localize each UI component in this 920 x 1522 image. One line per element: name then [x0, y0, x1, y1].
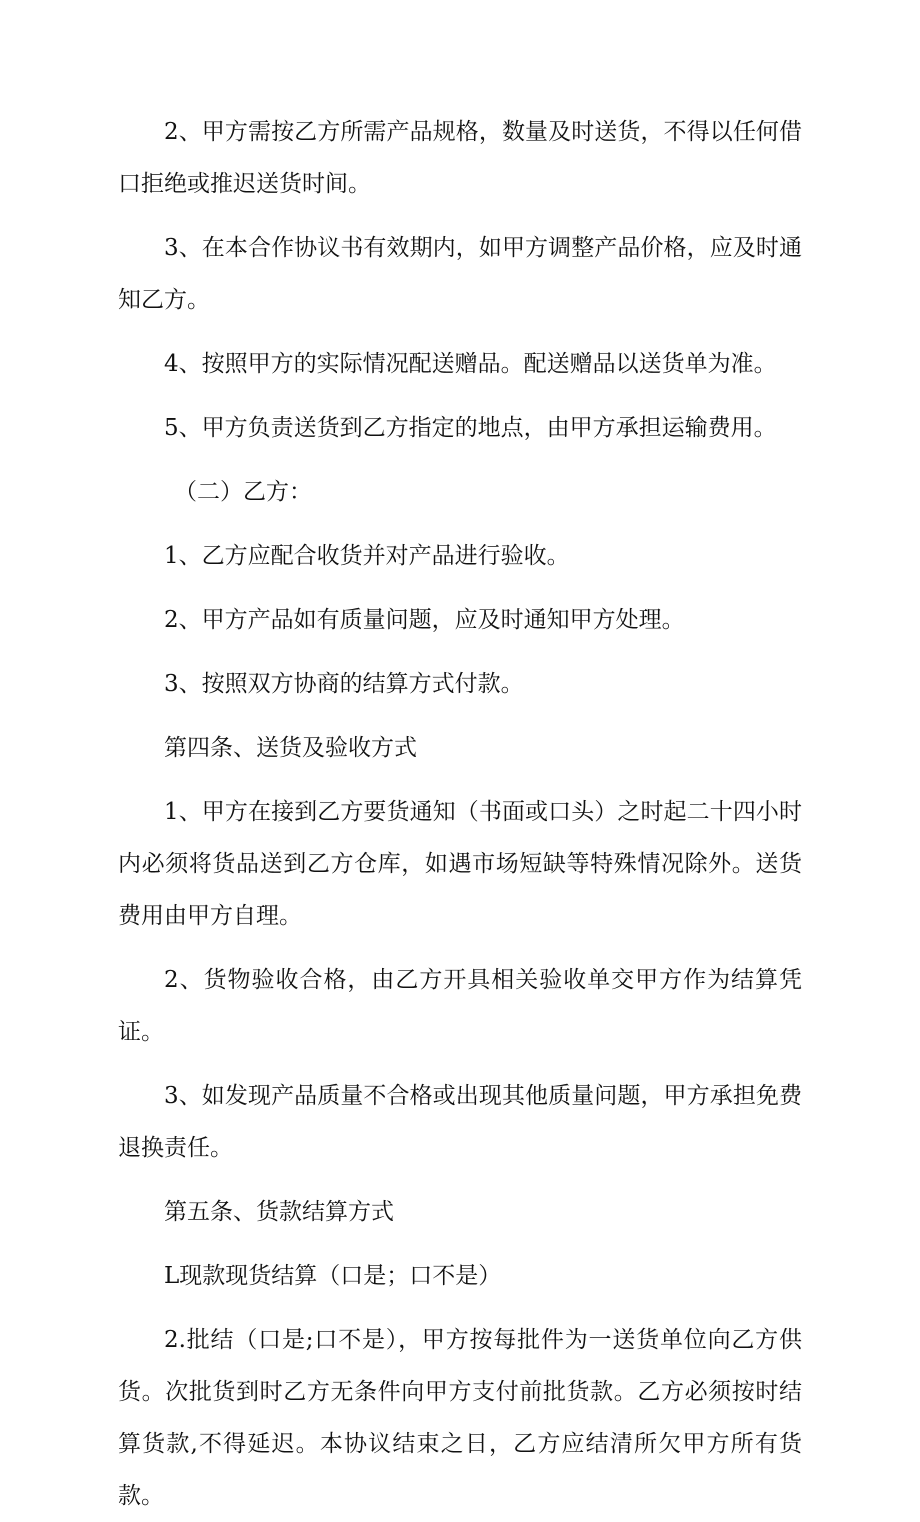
section-party-b-heading: （二）乙方：: [174, 479, 312, 505]
clause-3-price-adjustment: 3、在本合作协议书有效期内，如甲方调整产品价格，应及时通知乙方。: [118, 235, 802, 313]
clause-4-gifts: 4、按照甲方的实际情况配送赠品。配送赠品以送货单为准。: [164, 351, 777, 377]
article-4-heading: 第四条、送货及验收方式: [164, 735, 417, 761]
article-4-clause-1: 1、甲方在接到乙方要货通知（书面或口头）之时起二十四小时内必须将货品送到乙方仓库，如遇市场短缺等特殊情况除外。送货费用由甲方自理。: [118, 799, 802, 929]
clause-2-delivery-on-time: 2、甲方需按乙方所需产品规格，数量及时送货，不得以任何借口拒绝或推迟送货时间。: [118, 119, 802, 197]
article-4-clause-3: 3、如发现产品质量不合格或出现其他质量问题，甲方承担免费退换责任。: [118, 1083, 802, 1161]
document-body: [118, 106, 802, 1522]
article-5-clause-1: L现款现货结算（口是；口不是）: [164, 1263, 502, 1289]
clause-5-transport: 5、甲方负责送货到乙方指定的地点，由甲方承担运输费用。: [164, 415, 777, 441]
article-5-heading: 第五条、货款结算方式: [164, 1199, 394, 1225]
party-b-clause-3: 3、按照双方协商的结算方式付款。: [164, 671, 524, 697]
article-5-clause-2: 2.批结（口是;口不是），甲方按每批件为一送货单位向乙方供货。次批货到时乙方无条件向甲方支付前批货款。乙方必须按时结算货款,不得延迟。本协议结束之日，乙方应结清所欠甲方所有货款。: [118, 1327, 802, 1509]
article-4-clause-2: 2、货物验收合格，由乙方开具相关验收单交甲方作为结算凭证。: [118, 967, 802, 1045]
party-b-clause-1: 1、乙方应配合收货并对产品进行验收。: [164, 543, 570, 569]
party-b-clause-2: 2、甲方产品如有质量问题，应及时通知甲方处理。: [164, 607, 685, 633]
